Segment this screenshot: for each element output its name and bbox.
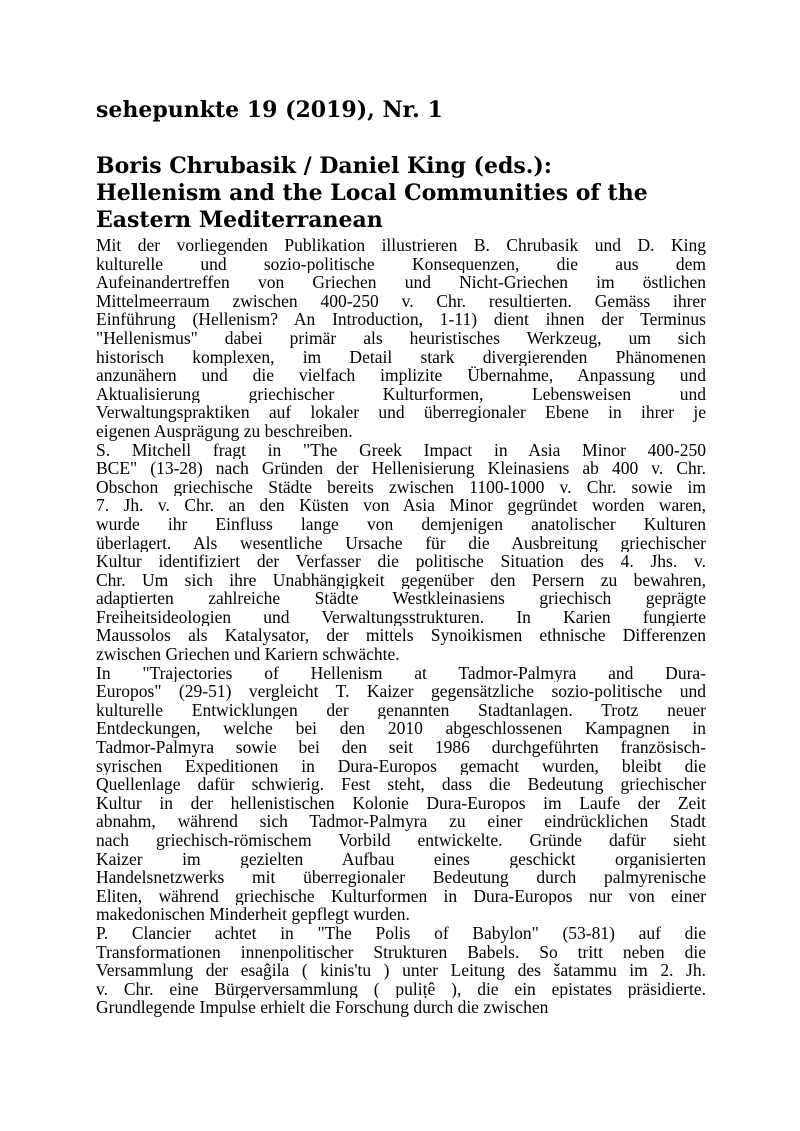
text-line: Aufeinandertreffen von Griechen und Nicht-Griechen im östlichen	[96, 273, 706, 292]
text-line: Mit der vorliegenden Publikation illustrieren B. Chrubasik und D. King	[96, 236, 706, 255]
text-line: kulturelle und sozio-politische Konsequenzen, die aus dem	[96, 254, 706, 274]
text-line: eigenen Ausprägung zu beschreiben.	[96, 420, 353, 441]
text-line: überlagert. Als wesentliche Ursache für die Ausbreitung griechischer	[96, 533, 706, 553]
text-line: Kaizer im gezielten Aufbau eines geschickt organisierten	[96, 849, 706, 869]
paragraph	[96, 441, 706, 664]
text-line: Chr. Um sich ihre Unabhängigkeit gegenüber den Persern zu bewahren,	[96, 570, 706, 590]
paragraph	[96, 664, 706, 924]
title-line: Hellenism and the Local Communities of the	[96, 180, 648, 206]
text-line: abnahm, während sich Tadmor-Palmyra zu einer eindrücklichen Stadt	[96, 812, 706, 831]
text-line: Freiheitsideologien und Verwaltungsstrukturen. In Karien fungierte	[96, 607, 706, 627]
paragraph	[96, 924, 706, 1017]
text-line: P. Clancier achtet in "The Polis of Babylon" (53-81) auf die	[96, 923, 706, 943]
text-line: Europos" (29-51) vergleicht T. Kaizer gegensätzliche sozio-politische und	[96, 682, 706, 701]
text-line: Quellenlage dafür schwierig. Fest steht, dass die Bedeutung griechischer	[96, 775, 706, 794]
text-line: Kultur identifiziert der Verfasser die politische Situation des 4. Jhs. v.	[96, 552, 706, 571]
text-line: Mittelmeerraum zwischen 400-250 v. Chr. resultierten. Gemäss ihrer	[96, 291, 706, 311]
text-line: anzunähern und die vielfach implizite Übernahme, Anpassung und	[96, 366, 706, 385]
text-line: "Hellenismus" dabei primär als heuristisches Werkzeug, um sich	[96, 328, 706, 348]
text-line: Einführung (Hellenism? An Introduction, 1-11) dient ihnen der Terminus	[96, 310, 706, 329]
paragraph	[96, 236, 706, 441]
text-line: kulturelle Entwicklungen der genannten Stadtanlagen. Trotz neuer	[96, 700, 706, 720]
text-line: BCE" (13-28) nach Gründen der Hellenisierung Kleinasiens ab 400 v. Chr.	[96, 459, 706, 478]
text-line: Versammlung der esaĝila ( kinis'tu ) unter Leitung des šatammu im 2. Jh.	[96, 961, 706, 980]
text-line: adaptierten zahlreiche Städte Westkleinasiens griechisch geprägte	[96, 589, 706, 608]
text-line: v. Chr. eine Bürgerversammlung ( puliṭê ), die ein epistates präsidierte.	[96, 979, 706, 999]
review-body	[96, 236, 706, 1017]
text-line: 7. Jh. v. Chr. an den Küsten von Asia Minor gegründet worden waren,	[96, 496, 706, 515]
text-line: Verwaltungspraktiken auf lokaler und überregionaler Ebene in ihrer je	[96, 403, 706, 422]
text-line: Grundlegende Impulse erhielt die Forschung durch die zwischen	[96, 997, 549, 1018]
text-line: wurde ihr Einfluss lange von demjenigen anatolischer Kulturen	[96, 514, 706, 534]
text-line: Obschon griechische Städte bereits zwischen 1100-1000 v. Chr. sowie im	[96, 477, 706, 497]
text-line: Transformationen innenpolitischer Strukturen Babels. So tritt neben die	[96, 942, 706, 962]
text-line: syrischen Expeditionen in Dura-Europos gemacht wurden, bleibt die	[96, 756, 706, 776]
title-line: Boris Chrubasik / Daniel King (eds.):	[96, 153, 552, 179]
text-line: Tadmor-Palmyra sowie bei den seit 1986 durchgeführten französisch-	[96, 738, 706, 757]
document-page	[96, 96, 706, 1017]
text-line: Handelsnetzwerks mit überregionaler Bedeutung durch palmyrenische	[96, 868, 706, 887]
text-line: zwischen Griechen und Kariern schwächte.	[96, 644, 400, 665]
text-line: Eliten, während griechische Kulturformen in Dura-Europos nur von einer	[96, 886, 706, 906]
text-line: nach griechisch-römischem Vorbild entwickelte. Gründe dafür sieht	[96, 831, 706, 850]
text-line: makedonischen Minderheit gepflegt wurden.	[96, 904, 410, 925]
journal-reference: sehepunkte 19 (2019), Nr. 1	[96, 97, 443, 123]
text-line: Aktualisierung griechischer Kulturformen, Lebensweisen und	[96, 384, 706, 404]
text-line: historisch komplexen, im Detail stark divergierenden Phänomenen	[96, 347, 706, 367]
review-title	[96, 153, 706, 234]
text-line: Entdeckungen, welche bei den 2010 abgeschlossenen Kampagnen in	[96, 719, 706, 739]
title-line: Eastern Mediterranean	[96, 207, 383, 233]
text-line: Kultur in der hellenistischen Kolonie Dura-Europos im Laufe der Zeit	[96, 793, 706, 813]
text-line: S. Mitchell fragt in "The Greek Impact in Asia Minor 400-250	[96, 440, 706, 460]
text-line: Maussolos als Katalysator, der mittels Synoikismen ethnische Differenzen	[96, 626, 706, 646]
text-line: In "Trajectories of Hellenism at Tadmor-Palmyra and Dura-	[96, 663, 706, 683]
